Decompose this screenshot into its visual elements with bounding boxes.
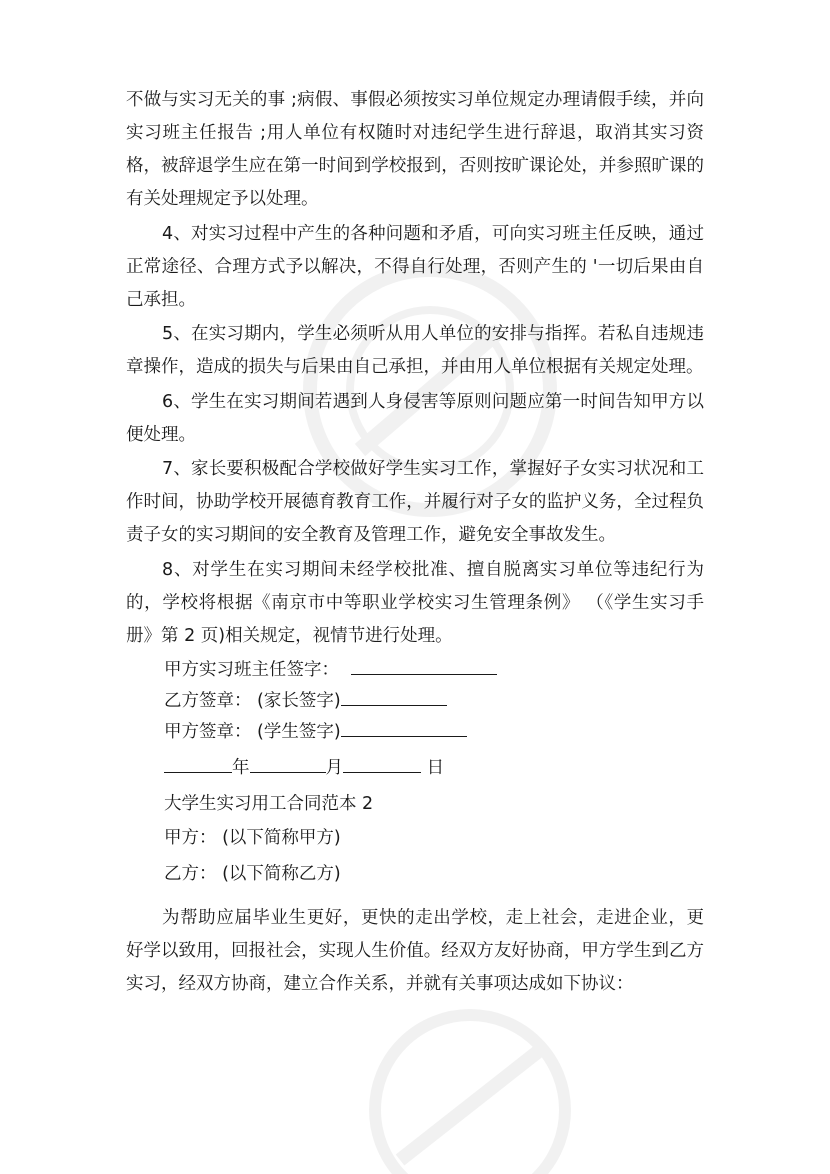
signature-label-teacher: 甲方实习班主任签字： xyxy=(164,659,339,680)
section-title: 大学生实习用工合同范本 2 xyxy=(164,793,374,814)
signature-label-student: 甲方签章： (学生签字) xyxy=(164,721,341,742)
signature-label-parent: 乙方签章： (家长签字) xyxy=(164,690,341,711)
paragraph-item-7: 7、家长要积极配合学校做好学生实习工作，掌握好子女实习状况和工作时间，协助学校开展德育教育工作，并履行对子女的监护义务，全过程负责子女的实习期间的安全教育及管理工作，避免安全事故发生。 xyxy=(126,459,704,545)
signature-blank-student[interactable] xyxy=(341,718,467,737)
signature-line-student xyxy=(164,717,704,748)
date-line xyxy=(126,748,704,788)
signature-line-teacher xyxy=(164,655,704,686)
date-blank-year[interactable] xyxy=(164,754,232,773)
date-month-label: 月 xyxy=(325,757,343,778)
paragraph-continuation: 不做与实习无关的事 ;病假、事假必须按实习单位规定办理请假手续，并向实习班主任报告 ;用人单位有权随时对违纪学生进行辞退，取消其实习资格，被辞退学生应在第一时间到学校报到，否则按旷课论处，并参照旷课的有关处理规定予以处理。 xyxy=(126,90,704,209)
paragraph-item-6: 6、学生在实习期间若遇到人身侵害等原则问题应第一时间告知甲方以便处理。 xyxy=(126,391,704,445)
document-body xyxy=(126,84,704,1002)
signature-blank-teacher[interactable] xyxy=(351,656,497,675)
watermark-seal-bottom xyxy=(360,1000,580,1174)
paragraph-item-5: 5、在实习期内，学生必须听从用人单位的安排与指挥。若私自违规违章操作，造成的损失与后果由自己承担，并由用人单位根据有关规定处理。 xyxy=(126,324,704,377)
party-a-line: 甲方： (以下简称甲方) xyxy=(164,827,341,848)
signature-blank-parent[interactable] xyxy=(341,687,447,706)
date-blank-month[interactable] xyxy=(250,754,326,773)
paragraph-item-4: 4、对实习过程中产生的各种问题和矛盾，可向实习班主任反映，通过正常途径、合理方式予以解决，不得自行处理，否则产生的 '一切后果由自己承担。 xyxy=(126,223,704,310)
intro-paragraph: 为帮助应届毕业生更好，更快的走出学校，走上社会，走进企业，更好学以致用，回报社会，实现人生价值。经双方友好协商，甲方学生到乙方实习，经双方协商，建立合作关系，并就有关事项达成如下协议： xyxy=(126,907,704,994)
party-b-line: 乙方： (以下简称乙方) xyxy=(164,863,341,884)
signature-block xyxy=(126,655,704,748)
date-day-label: 日 xyxy=(426,757,445,778)
signature-line-parent xyxy=(164,686,704,717)
date-year-label: 年 xyxy=(232,757,250,778)
paragraph-item-8: 8、对学生在实习期间未经学校批准、擅自脱离实习单位等违纪行为的，学校将根据《南京市中等职业学校实习生管理条例》 （《学生实习手册》第 2 页)相关规定，视情节进行处理。 xyxy=(126,559,704,646)
date-blank-day[interactable] xyxy=(343,754,421,773)
